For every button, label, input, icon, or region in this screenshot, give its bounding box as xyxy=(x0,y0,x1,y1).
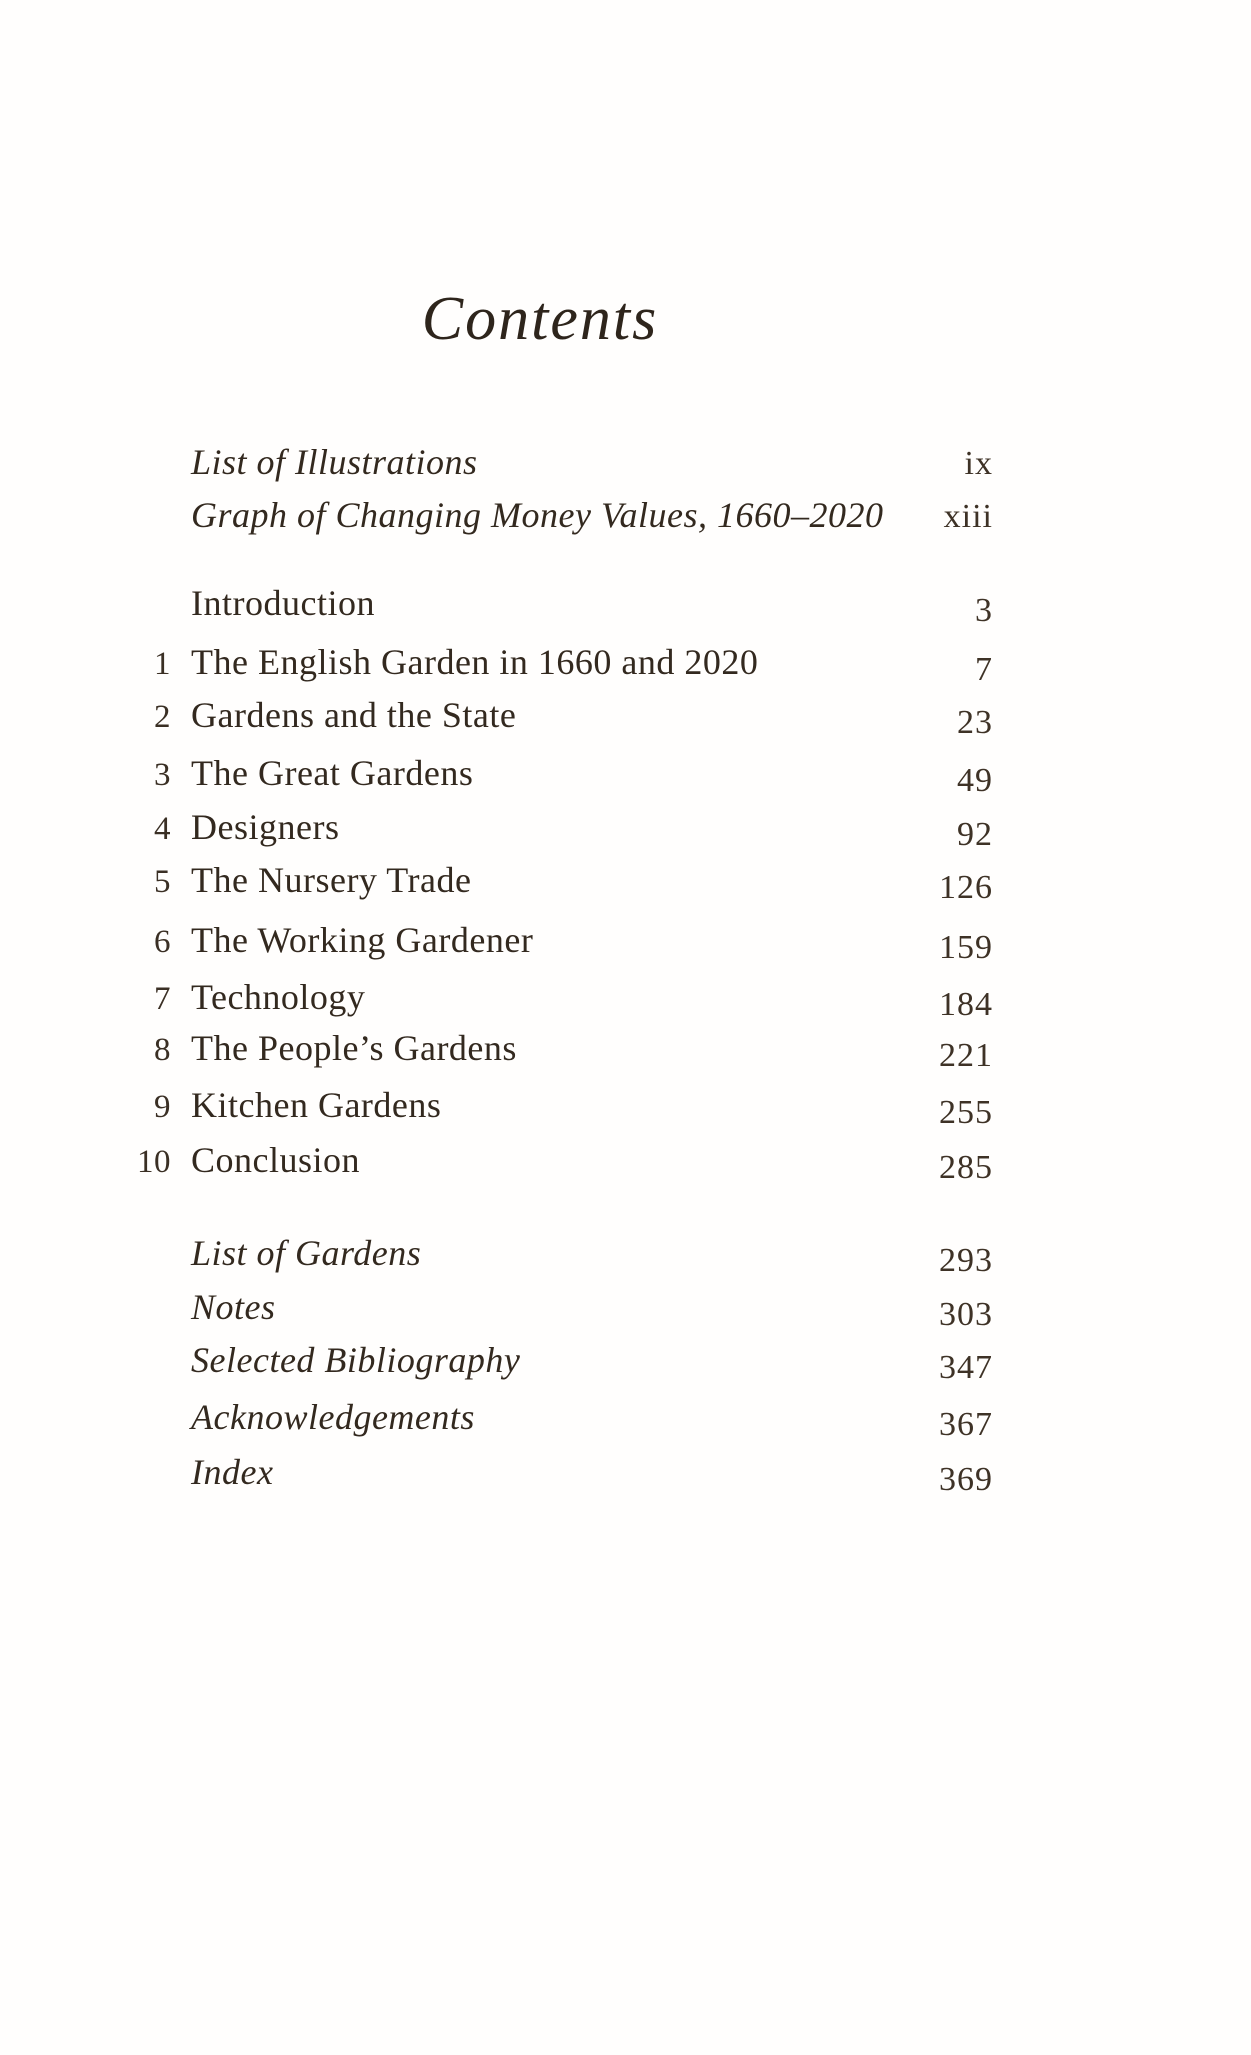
entry-page-number: 7 xyxy=(975,651,993,688)
toc-entry-chapter xyxy=(133,581,993,627)
entry-label: Index xyxy=(191,1452,274,1492)
toc-entry-front-matter xyxy=(133,440,993,486)
entry-label: The English Garden in 1660 and 2020 xyxy=(191,642,759,682)
entry-page-number: 184 xyxy=(939,986,993,1023)
entry-page-number: 221 xyxy=(939,1037,993,1074)
entry-label: Introduction xyxy=(191,583,375,623)
entry-label: Designers xyxy=(191,807,340,847)
entry-label: Kitchen Gardens xyxy=(191,1085,442,1125)
toc-entry-front-matter xyxy=(133,493,993,539)
toc-entry-chapter xyxy=(133,918,993,964)
toc-entry-chapter xyxy=(133,693,993,739)
toc-entry-back-matter xyxy=(133,1231,993,1277)
entry-label: List of Gardens xyxy=(191,1233,422,1273)
entry-page-number: ix xyxy=(964,445,993,482)
entry-page-number: 3 xyxy=(975,592,993,629)
chapter-number: 7 xyxy=(154,981,171,1017)
entry-label: Conclusion xyxy=(191,1140,361,1180)
entry-label: The Working Gardener xyxy=(191,920,534,960)
toc-entry-chapter xyxy=(133,640,993,686)
toc-entry-chapter xyxy=(133,751,993,797)
page-title: Contents xyxy=(421,285,659,353)
entry-page-number: 367 xyxy=(939,1406,993,1443)
entry-label: The Nursery Trade xyxy=(191,860,472,900)
entry-label: Graph of Changing Money Values, 1660–2020 xyxy=(191,495,884,535)
toc-entry-chapter xyxy=(133,805,993,851)
entry-page-number: xiii xyxy=(943,498,993,535)
toc-entry-chapter xyxy=(133,1138,993,1184)
entry-label: Technology xyxy=(191,977,366,1017)
entry-label: Notes xyxy=(191,1287,276,1327)
chapter-number: 10 xyxy=(137,1144,171,1180)
entry-label: Acknowledgements xyxy=(191,1397,475,1437)
entry-page-number: 92 xyxy=(957,816,993,853)
chapter-number: 8 xyxy=(154,1032,171,1068)
chapter-number: 1 xyxy=(154,646,171,682)
entry-page-number: 23 xyxy=(957,704,993,741)
toc-entry-chapter xyxy=(133,1083,993,1129)
entry-label: The People’s Gardens xyxy=(191,1028,517,1068)
toc-entry-back-matter xyxy=(133,1285,993,1331)
entry-page-number: 159 xyxy=(939,929,993,966)
entry-page-number: 347 xyxy=(939,1349,993,1386)
chapter-number: 3 xyxy=(154,757,171,793)
toc-entry-chapter xyxy=(133,858,993,904)
entry-label: Selected Bibliography xyxy=(191,1340,521,1380)
toc-entry-back-matter xyxy=(133,1338,993,1384)
entry-label: List of Illustrations xyxy=(191,442,478,482)
chapter-number: 4 xyxy=(154,811,171,847)
entry-label: Gardens and the State xyxy=(191,695,517,735)
chapter-number: 6 xyxy=(154,924,171,960)
toc-entry-back-matter xyxy=(133,1450,993,1496)
entry-page-number: 369 xyxy=(939,1461,993,1498)
entry-label: The Great Gardens xyxy=(191,753,474,793)
chapter-number: 9 xyxy=(154,1089,171,1125)
entry-page-number: 293 xyxy=(939,1242,993,1279)
toc-entry-chapter xyxy=(133,1026,993,1072)
entry-page-number: 303 xyxy=(939,1296,993,1333)
toc-entry-back-matter xyxy=(133,1395,993,1441)
entry-page-number: 285 xyxy=(939,1149,993,1186)
entry-page-number: 255 xyxy=(939,1094,993,1131)
entry-page-number: 49 xyxy=(957,762,993,799)
entry-page-number: 126 xyxy=(939,869,993,906)
toc-entry-chapter xyxy=(133,975,993,1021)
chapter-number: 2 xyxy=(154,699,171,735)
chapter-number: 5 xyxy=(154,864,171,900)
